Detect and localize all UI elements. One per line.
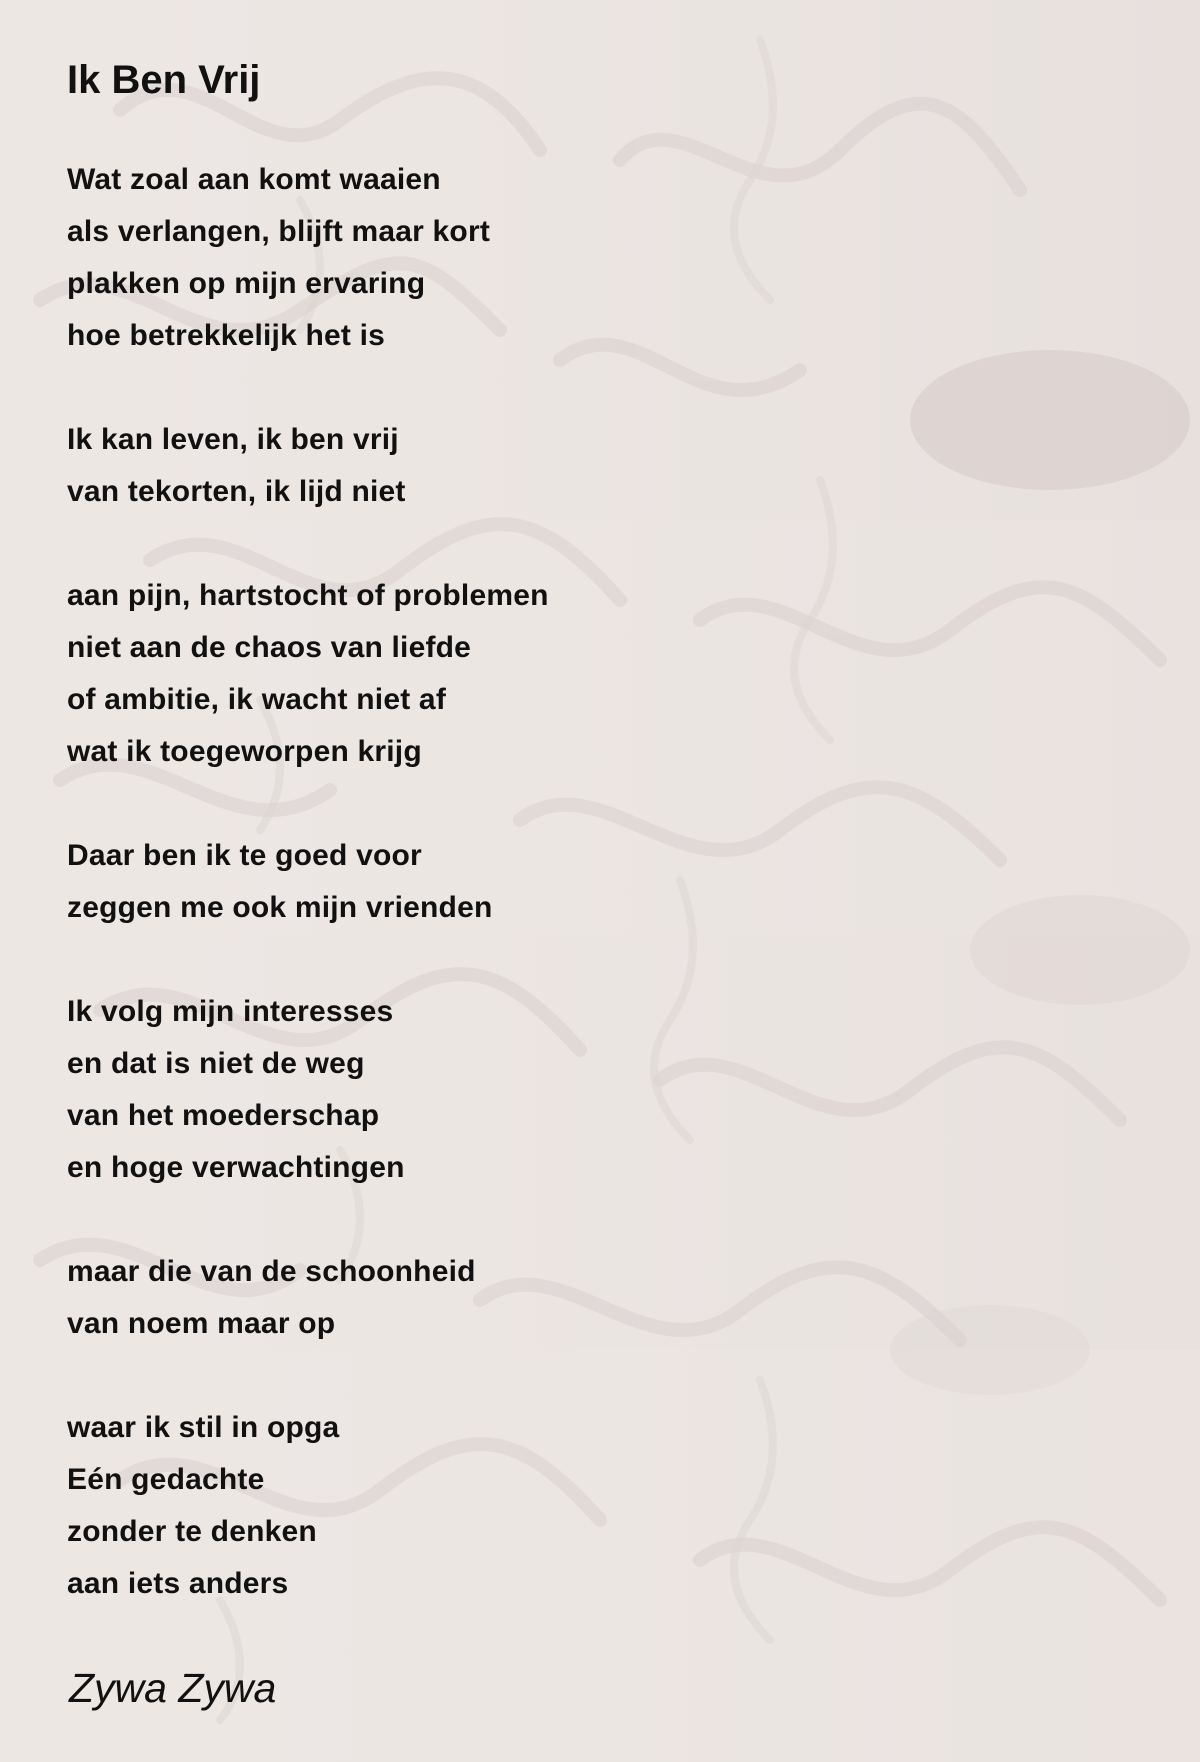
poem-line: van tekorten, ik lijd niet bbox=[67, 475, 406, 508]
stanza bbox=[67, 154, 1067, 362]
poem-line: Eén gedachte bbox=[67, 1463, 265, 1496]
stanza bbox=[67, 570, 1067, 778]
poem-line: en hoge verwachtingen bbox=[67, 1151, 405, 1184]
poem-line: Ik kan leven, ik ben vrij bbox=[67, 423, 399, 456]
stanza bbox=[67, 1402, 1067, 1610]
poem-line: of ambitie, ik wacht niet af bbox=[67, 683, 447, 716]
stanza bbox=[67, 1246, 1067, 1350]
poem-line: zonder te denken bbox=[67, 1515, 317, 1548]
poem-author: Zywa Zywa bbox=[69, 1665, 277, 1711]
poem-line: niet aan de chaos van liefde bbox=[67, 631, 472, 664]
stanza bbox=[67, 986, 1067, 1194]
poem-line: als verlangen, blijft maar kort bbox=[67, 215, 491, 248]
poem-line: zeggen me ook mijn vrienden bbox=[67, 891, 493, 924]
poem-line: Wat zoal aan komt waaien bbox=[67, 163, 441, 196]
poem-line: Ik volg mijn interesses bbox=[67, 995, 394, 1028]
poem-line: aan pijn, hartstocht of problemen bbox=[67, 579, 549, 612]
poem-line: hoe betrekkelijk het is bbox=[67, 319, 386, 352]
stanza bbox=[67, 414, 1067, 518]
poem-line: maar die van de schoonheid bbox=[67, 1255, 476, 1288]
poem-line: plakken op mijn ervaring bbox=[67, 267, 426, 300]
poem-line: Daar ben ik te goed voor bbox=[67, 839, 422, 872]
poem-body bbox=[67, 154, 1067, 1610]
poem-line: aan iets anders bbox=[67, 1567, 289, 1600]
poem-line: en dat is niet de weg bbox=[67, 1047, 365, 1080]
poem-container bbox=[67, 48, 1067, 1662]
poem-title: Ik Ben Vrij bbox=[67, 58, 261, 102]
poem-line: wat ik toegeworpen krijg bbox=[67, 735, 422, 768]
stanza bbox=[67, 830, 1067, 934]
poem-line: van noem maar op bbox=[67, 1307, 336, 1340]
poem-line: waar ik stil in opga bbox=[67, 1411, 340, 1444]
poem-line: van het moederschap bbox=[67, 1099, 380, 1132]
